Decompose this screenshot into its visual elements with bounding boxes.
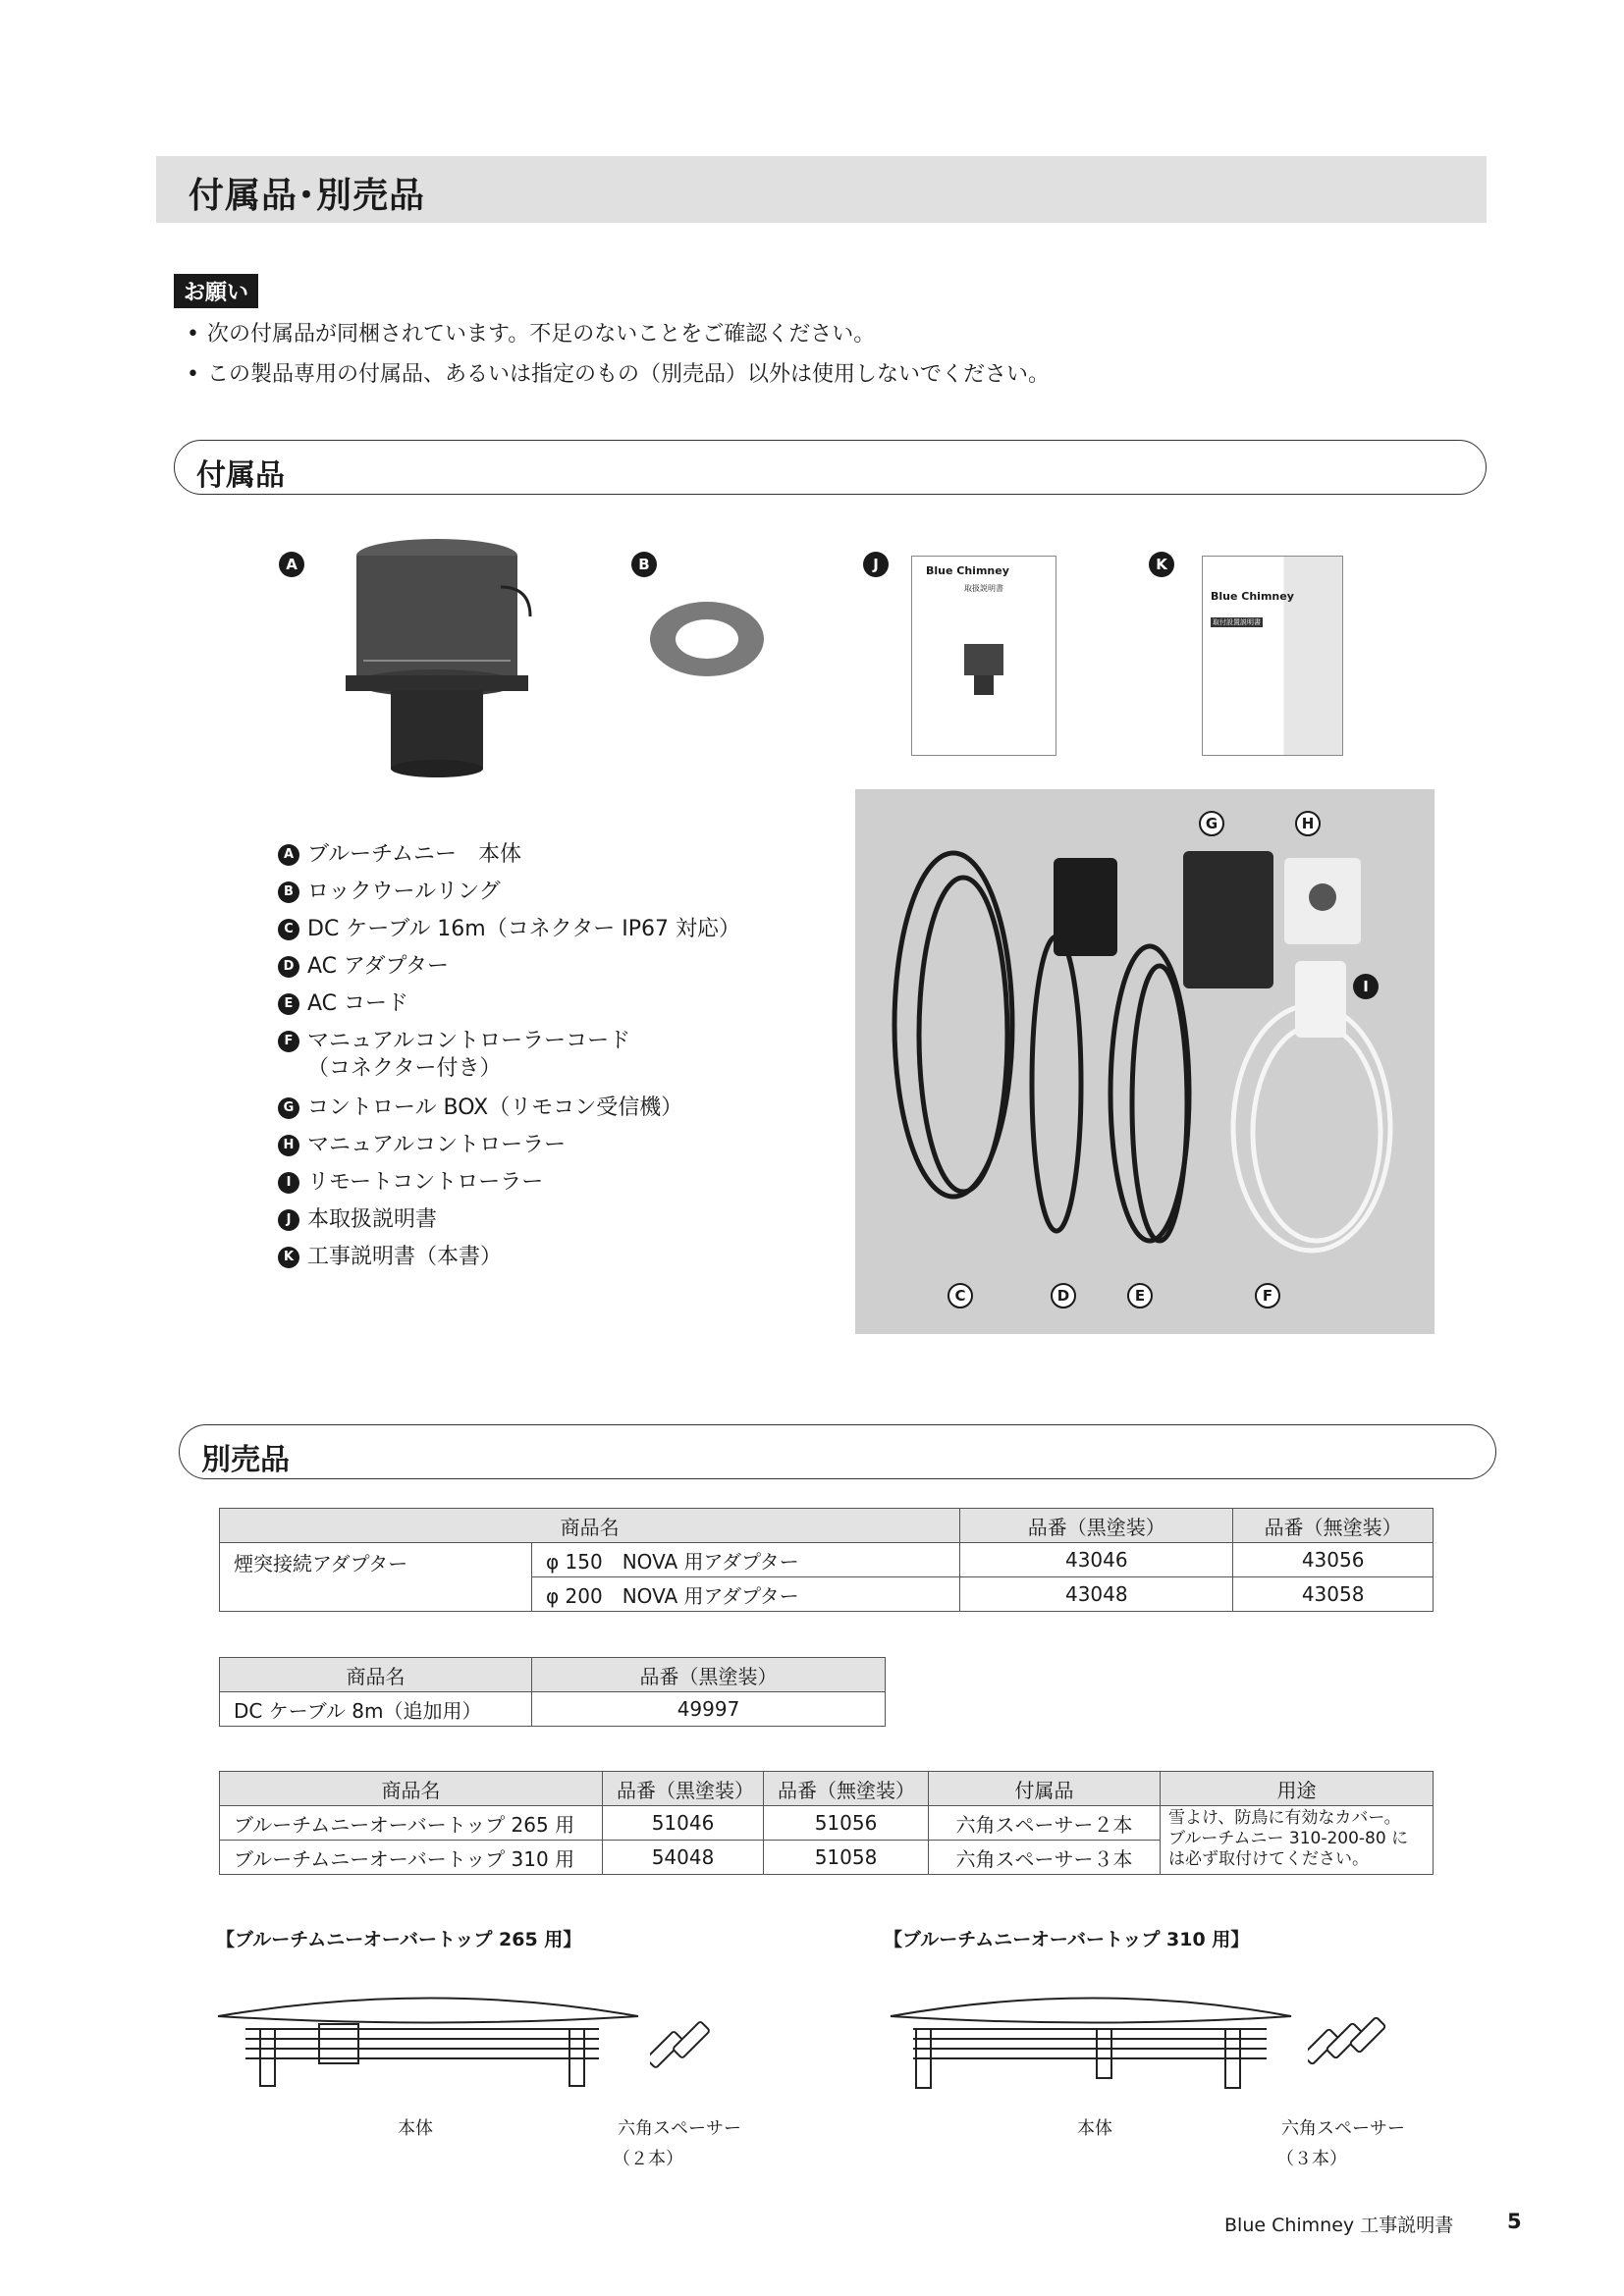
list-item: A ブルーチムニー 本体 xyxy=(278,841,740,879)
manual-title: 取扱説明書 xyxy=(964,584,1003,593)
label-i: I xyxy=(1353,974,1379,999)
table-cell: φ 200 NOVA 用アダプター xyxy=(532,1577,960,1612)
label-k: K xyxy=(1149,552,1174,577)
notice-bullet: • 次の付属品が同梱されています。不足のないことをご確認ください。 xyxy=(187,317,875,347)
label-h: H xyxy=(1295,811,1321,836)
chimney-body-image xyxy=(334,528,540,785)
rockwool-ring-image xyxy=(648,599,766,679)
fig265-body-label: 本体 xyxy=(398,2118,433,2139)
table-cell: 51058 xyxy=(764,1841,929,1875)
cables-photo xyxy=(855,789,1435,1334)
dc-cable-table xyxy=(219,1657,886,1727)
table-header: 品番（黒塗装） xyxy=(960,1509,1233,1543)
overtop-265-drawing xyxy=(216,1985,648,2103)
label-b: B xyxy=(631,552,657,577)
list-item: C DC ケーブル 16m（コネクター IP67 対応） xyxy=(278,916,740,953)
options-heading xyxy=(179,1424,1496,1479)
fig265-count-label: （２本） xyxy=(613,2149,683,2169)
table-header: 商品名 xyxy=(220,1658,532,1692)
fig310-count-label: （３本） xyxy=(1276,2149,1347,2169)
label-c: C xyxy=(947,1283,973,1308)
table-cell: 43056 xyxy=(1233,1543,1434,1577)
instruction-manual-image xyxy=(911,556,1056,756)
usage-cell: 雪よけ、防鳥に有効なカバー。 ブルーチムニー 310-200-80 に は必ず取付けてください。 xyxy=(1161,1806,1434,1875)
manual-brand: Blue Chimney xyxy=(1211,590,1294,603)
page-title: 付属品･別売品 xyxy=(189,176,426,216)
table-cell: φ 150 NOVA 用アダプター xyxy=(532,1543,960,1577)
table-header: 品番（黒塗装） xyxy=(532,1658,886,1692)
install-manual-image xyxy=(1202,556,1343,756)
table-cell: 煙突接続アダプター xyxy=(220,1543,532,1612)
list-item: E AC コード xyxy=(278,990,740,1028)
table-cell: 54048 xyxy=(603,1841,764,1875)
table-row xyxy=(220,1692,886,1727)
adapter-table xyxy=(219,1508,1434,1612)
fig265-spacer-label: 六角スペーサー xyxy=(618,2118,741,2139)
table-row xyxy=(220,1543,1434,1577)
table-cell: 49997 xyxy=(532,1692,886,1727)
table-cell: 43046 xyxy=(960,1543,1233,1577)
table-header: 品番（無塗装） xyxy=(1233,1509,1434,1543)
table-header: 用途 xyxy=(1161,1772,1434,1806)
overtop-310-drawing xyxy=(889,1985,1301,2103)
list-item: F マニュアルコントローラーコード （コネクター付き） xyxy=(278,1028,740,1095)
table-header: 付属品 xyxy=(929,1772,1161,1806)
list-item: G コントロール BOX（リモコン受信機） xyxy=(278,1095,740,1132)
list-item: D AC アダプター xyxy=(278,953,740,990)
table-cell: ブルーチムニーオーバートップ 265 用 xyxy=(220,1806,603,1841)
notice-tag: お願い xyxy=(174,274,258,308)
label-e: E xyxy=(1127,1283,1153,1308)
table-cell: ブルーチムニーオーバートップ 310 用 xyxy=(220,1841,603,1875)
spacer-2-drawing xyxy=(650,2002,729,2081)
label-a: A xyxy=(279,552,304,577)
manual-brand: Blue Chimney xyxy=(926,564,1009,577)
spacer-3-drawing xyxy=(1308,2002,1406,2081)
table-cell: 六角スペーサー２本 xyxy=(929,1806,1161,1841)
accessories-heading-label: 付属品 xyxy=(196,458,285,493)
accessories-heading xyxy=(174,440,1487,495)
overtop-table xyxy=(219,1771,1434,1875)
label-g: G xyxy=(1199,811,1224,836)
footer-doc-title: Blue Chimney 工事説明書 xyxy=(1224,2215,1454,2236)
table-cell: 六角スペーサー３本 xyxy=(929,1841,1161,1875)
table-header: 商品名 xyxy=(220,1509,960,1543)
label-j: J xyxy=(863,552,889,577)
list-item: K 工事説明書（本書） xyxy=(278,1244,740,1281)
label-f: F xyxy=(1255,1283,1280,1308)
options-heading-label: 別売品 xyxy=(201,1443,290,1477)
table-cell: 43058 xyxy=(1233,1577,1434,1612)
fig310-body-label: 本体 xyxy=(1077,2118,1112,2139)
table-row xyxy=(220,1806,1434,1841)
accessory-list xyxy=(278,841,740,1281)
fig310-spacer-label: 六角スペーサー xyxy=(1281,2118,1405,2139)
table-cell: 43048 xyxy=(960,1577,1233,1612)
table-cell: 51056 xyxy=(764,1806,929,1841)
label-d: D xyxy=(1051,1283,1076,1308)
table-cell: DC ケーブル 8m（追加用） xyxy=(220,1692,532,1727)
page-title-bar xyxy=(156,156,1487,223)
list-item: H マニュアルコントローラー xyxy=(278,1132,740,1169)
fig310-caption: 【ブルーチムニーオーバートップ 310 用】 xyxy=(884,1929,1250,1950)
list-item: B ロックウールリング xyxy=(278,879,740,916)
page-number: 5 xyxy=(1507,2210,1522,2233)
table-header: 品番（無塗装） xyxy=(764,1772,929,1806)
list-item: J 本取扱説明書 xyxy=(278,1206,740,1244)
table-header: 品番（黒塗装） xyxy=(603,1772,764,1806)
fig265-caption: 【ブルーチムニーオーバートップ 265 用】 xyxy=(216,1929,582,1950)
table-header: 商品名 xyxy=(220,1772,603,1806)
manual-title: 取付設置説明書 xyxy=(1213,618,1261,626)
table-cell: 51046 xyxy=(603,1806,764,1841)
notice-bullet: • この製品専用の付属品、あるいは指定のもの（別売品）以外は使用しないでください。 xyxy=(187,357,1050,388)
list-item: I リモートコントローラー xyxy=(278,1169,740,1206)
